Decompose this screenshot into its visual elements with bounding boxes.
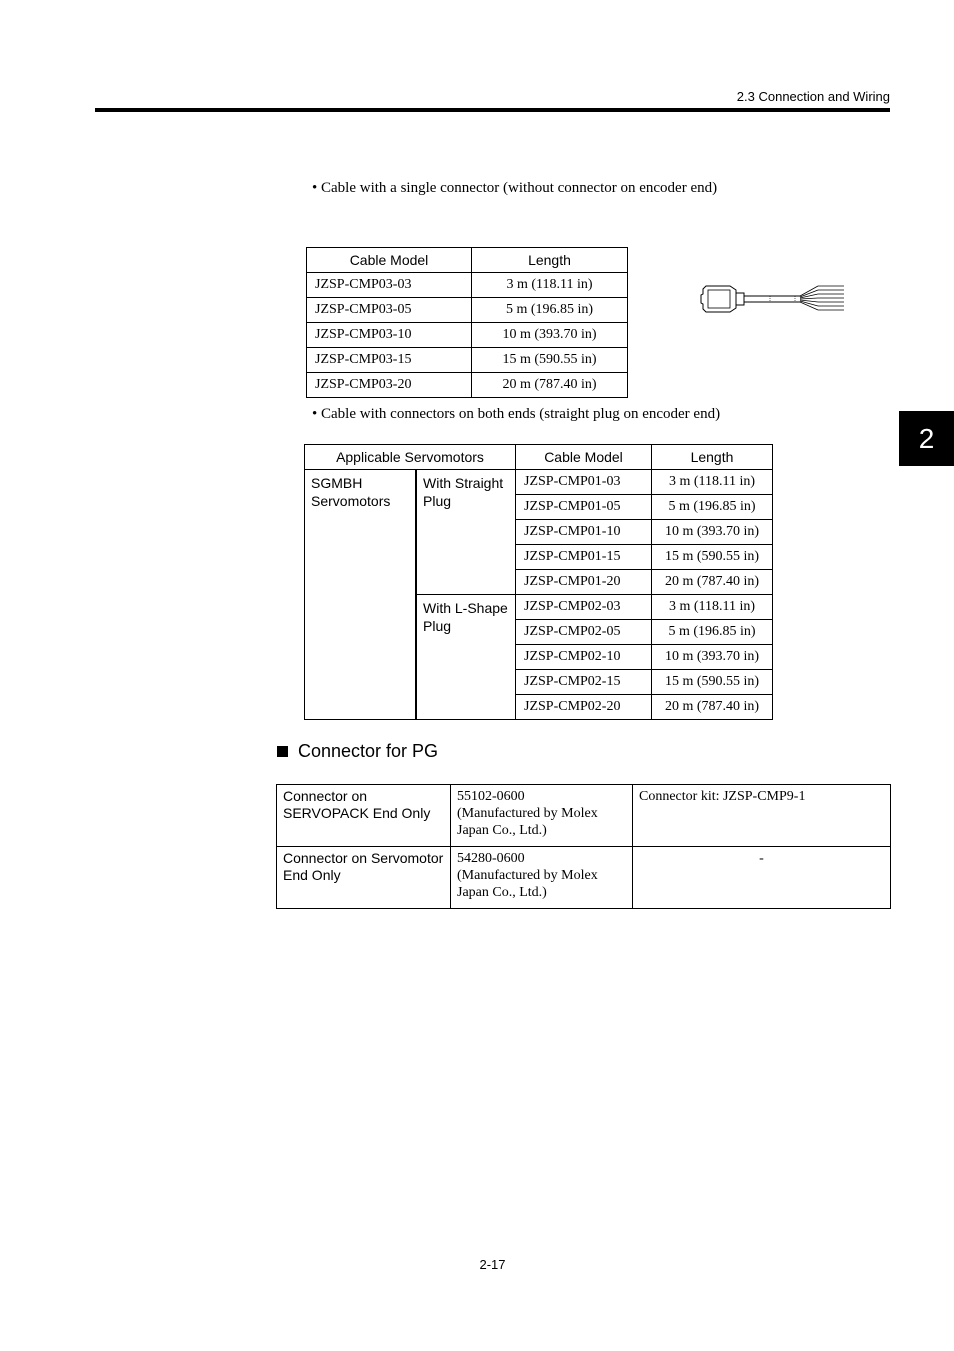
dual-connector-cable-table	[304, 444, 773, 720]
running-header: 2.3 Connection and Wiring	[736, 89, 890, 104]
cable-model-cell: JZSP-CMP02-15	[516, 670, 652, 695]
length-cell: 10 m (393.70 in)	[652, 645, 773, 670]
connector-label-cell: Connector on SERVOPACK End Only	[277, 785, 451, 847]
bullet-single-connector: • Cable with a single connector (without connector on encoder end)	[312, 180, 718, 196]
part-number: 55102-0600	[457, 789, 525, 804]
column-header: Applicable Servomotors	[305, 445, 516, 470]
square-bullet-icon	[277, 746, 288, 757]
column-header: Cable Model	[307, 248, 472, 273]
cable-model-cell: JZSP-CMP03-03	[307, 273, 472, 298]
cable-model-cell: JZSP-CMP01-05	[516, 495, 652, 520]
cable-model-cell: JZSP-CMP03-15	[307, 348, 472, 373]
part-number-cell	[451, 847, 633, 909]
table-header-row	[307, 248, 628, 273]
cable-model-cell: JZSP-CMP03-05	[307, 298, 472, 323]
servomotor-cell: SGMBH Servomotors	[305, 470, 417, 720]
section-title: Connector for PG	[298, 741, 439, 761]
length-cell: 20 m (787.40 in)	[652, 570, 773, 595]
cable-model-cell: JZSP-CMP02-03	[516, 595, 652, 620]
length-cell: 3 m (118.11 in)	[652, 470, 773, 495]
length-cell: 5 m (196.85 in)	[652, 620, 773, 645]
connector-label-cell: Connector on Servomotor End Only	[277, 847, 451, 909]
table-row	[307, 348, 628, 373]
cable-model-cell: JZSP-CMP01-03	[516, 470, 652, 495]
cable-model-cell: JZSP-CMP01-10	[516, 520, 652, 545]
cable-model-cell: JZSP-CMP02-10	[516, 645, 652, 670]
bullet-both-ends: • Cable with connectors on both ends (straight plug on encoder end)	[312, 406, 721, 422]
cable-model-cell: JZSP-CMP02-05	[516, 620, 652, 645]
section-heading	[277, 741, 438, 762]
part-number: 54280-0600	[457, 851, 525, 866]
connector-kit-cell: -	[633, 847, 891, 909]
plug-type-cell: With L-Shape Plug	[416, 595, 516, 720]
cable-model-cell: JZSP-CMP01-20	[516, 570, 652, 595]
length-cell: 20 m (787.40 in)	[652, 695, 773, 720]
table-row	[305, 470, 773, 495]
single-connector-cable-table	[306, 247, 628, 398]
column-header: Length	[652, 445, 773, 470]
length-cell: 15 m (590.55 in)	[652, 670, 773, 695]
length-cell: 5 m (196.85 in)	[472, 298, 628, 323]
table-row	[277, 847, 891, 909]
page-number: 2-17	[479, 1257, 506, 1272]
length-cell: 10 m (393.70 in)	[472, 323, 628, 348]
table-row	[277, 785, 891, 847]
cable-model-cell: JZSP-CMP02-20	[516, 695, 652, 720]
table-header-row	[305, 445, 773, 470]
manufacturer: (Manufactured by Molex Japan Co., Ltd.)	[457, 806, 598, 838]
cable-model-cell: JZSP-CMP01-15	[516, 545, 652, 570]
connector-kit-cell: Connector kit: JZSP-CMP9-1	[633, 785, 891, 847]
length-cell: 10 m (393.70 in)	[652, 520, 773, 545]
pg-connector-table	[276, 784, 891, 909]
table-row	[307, 273, 628, 298]
length-cell: 15 m (590.55 in)	[472, 348, 628, 373]
table-row	[307, 373, 628, 398]
length-cell: 3 m (118.11 in)	[652, 595, 773, 620]
length-cell: 5 m (196.85 in)	[652, 495, 773, 520]
table-row	[307, 323, 628, 348]
cable-model-cell: JZSP-CMP03-10	[307, 323, 472, 348]
manufacturer: (Manufactured by Molex Japan Co., Ltd.)	[457, 868, 598, 900]
length-cell: 20 m (787.40 in)	[472, 373, 628, 398]
column-header: Length	[472, 248, 628, 273]
table-row	[307, 298, 628, 323]
part-number-cell	[451, 785, 633, 847]
length-cell: 3 m (118.11 in)	[472, 273, 628, 298]
header-rule	[95, 108, 890, 112]
length-cell: 15 m (590.55 in)	[652, 545, 773, 570]
cable-model-cell: JZSP-CMP03-20	[307, 373, 472, 398]
plug-type-cell: With Straight Plug	[416, 470, 516, 595]
chapter-tab: 2	[899, 411, 954, 466]
column-header: Cable Model	[516, 445, 652, 470]
cable-connector-illustration	[700, 282, 848, 316]
